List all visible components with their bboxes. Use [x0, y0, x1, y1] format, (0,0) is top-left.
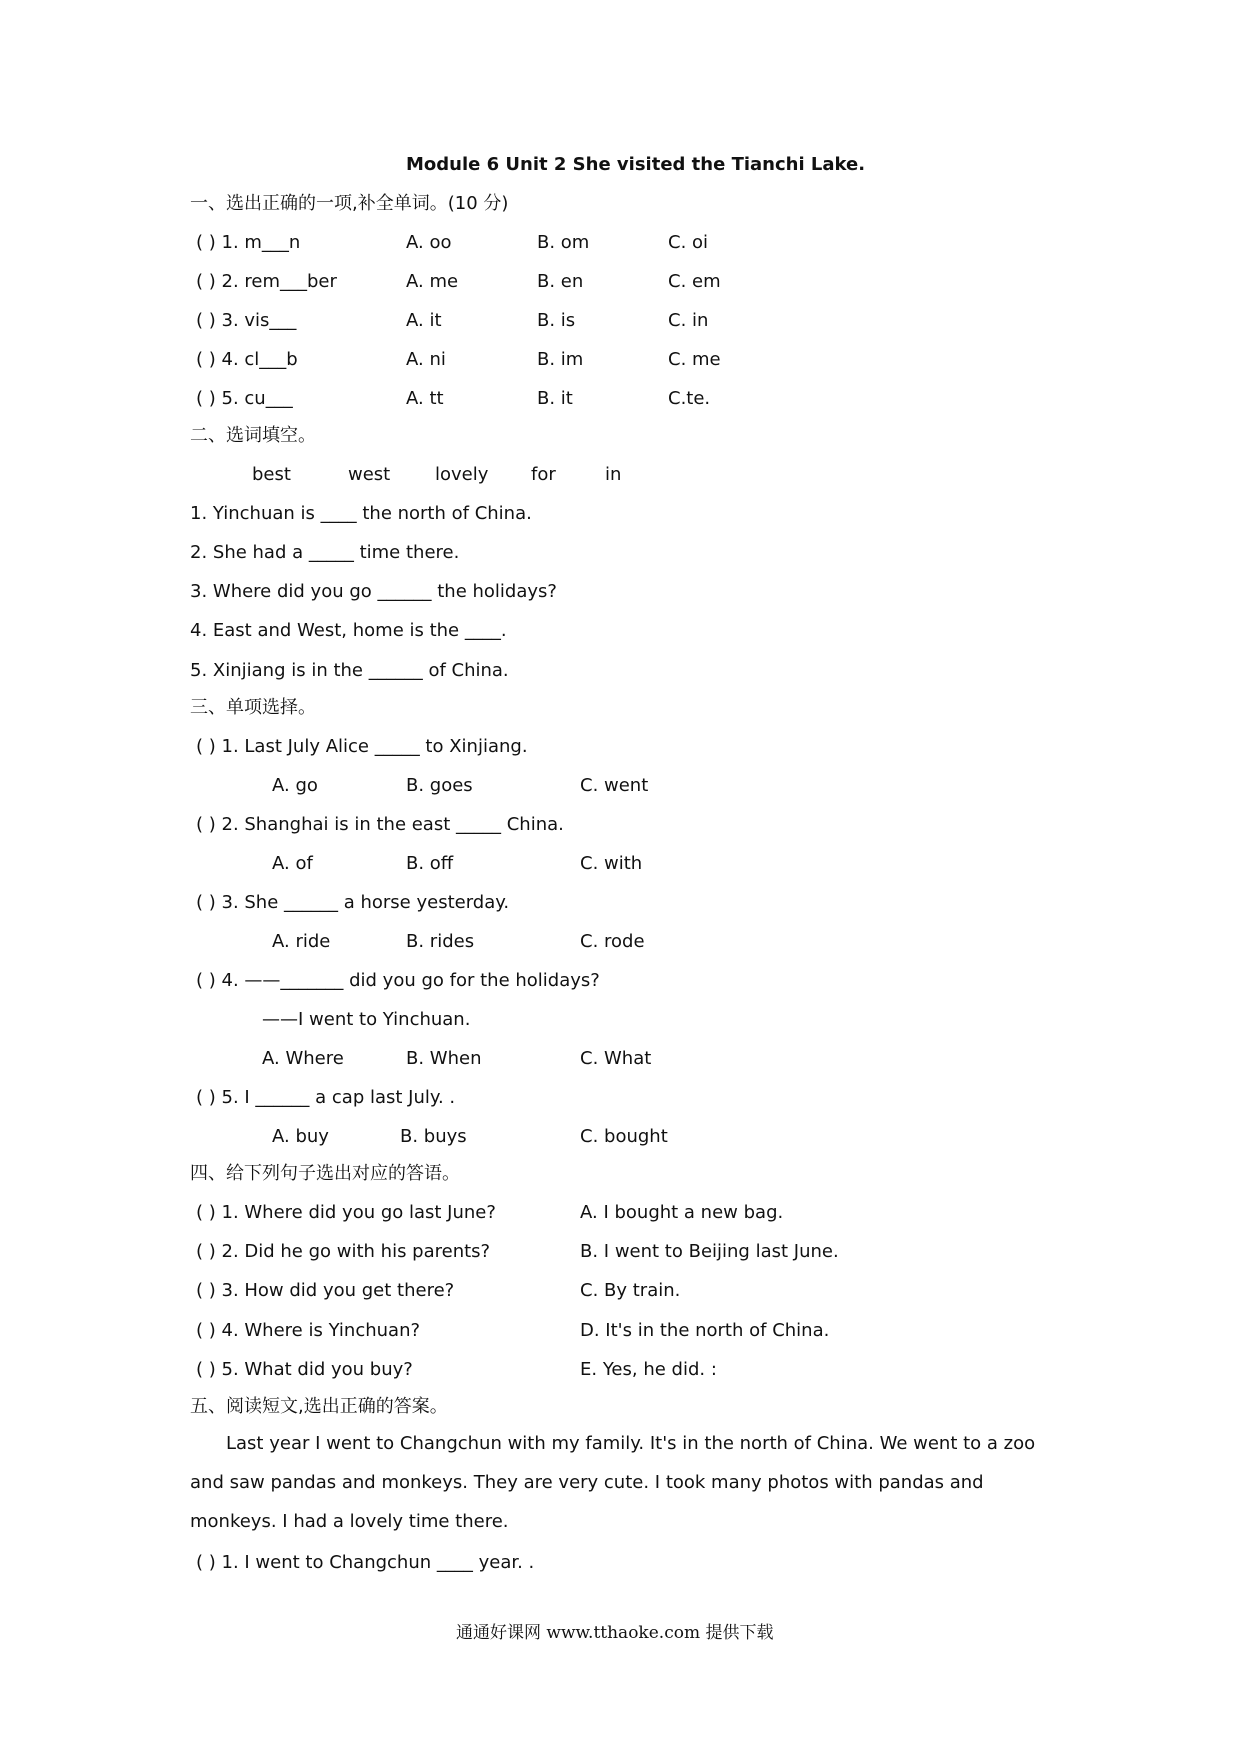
option-a: A. tt: [406, 388, 444, 409]
option-a: A. buy: [272, 1126, 329, 1147]
option-a: A. of: [272, 853, 313, 874]
fill-blank-sentence: 2. She had a _____ time there.: [190, 542, 460, 563]
match-question: ( ) 4. Where is Yinchuan?: [196, 1320, 421, 1341]
question-number: ( ) 2. rem___ber: [196, 271, 337, 292]
mc-question-reply: ——I went to Yinchuan.: [262, 1009, 471, 1030]
option-c: C. me: [668, 349, 721, 370]
option-c: C. with: [580, 853, 643, 874]
question-number: ( ) 5. cu___: [196, 388, 293, 409]
mc-question: ( ) 5. I ______ a cap last July. .: [196, 1087, 456, 1108]
option-c: C. oi: [668, 232, 709, 253]
word-bank-word: best: [252, 464, 291, 485]
reading-question: ( ) 1. I went to Changchun ____ year. .: [196, 1552, 535, 1573]
option-a: A. ride: [272, 931, 331, 952]
option-b: B. buys: [400, 1126, 467, 1147]
option-a: A. it: [406, 310, 442, 331]
match-answer: C. By train.: [580, 1280, 681, 1301]
option-a: A. oo: [406, 232, 452, 253]
section-4-heading: 四、给下列句子选出对应的答语。: [190, 1163, 460, 1184]
section-2-heading: 二、选词填空。: [190, 425, 316, 446]
option-c: C. bought: [580, 1126, 668, 1147]
option-c: C. in: [668, 310, 709, 331]
option-b: B. it: [537, 388, 573, 409]
option-b: B. goes: [406, 775, 473, 796]
option-b: B. rides: [406, 931, 475, 952]
option-c: C.te.: [668, 388, 711, 409]
question-number: ( ) 4. cl___b: [196, 349, 298, 370]
page-title: Module 6 Unit 2 She visited the Tianchi Lake.: [406, 154, 866, 175]
option-b: B. om: [537, 232, 590, 253]
question-number: ( ) 1. m___n: [196, 232, 301, 253]
mc-question: ( ) 3. She ______ a horse yesterday.: [196, 892, 510, 913]
option-a: A. me: [406, 271, 459, 292]
section-5-heading: 五、阅读短文,选出正确的答案。: [190, 1396, 448, 1417]
word-bank-word: west: [348, 464, 391, 485]
page-footer: 通通好课网 www.tthaoke.com 提供下载: [456, 1623, 774, 1643]
mc-question: ( ) 2. Shanghai is in the east _____ China.: [196, 814, 564, 835]
fill-blank-sentence: 3. Where did you go ______ the holidays?: [190, 581, 557, 602]
word-bank-word: for: [531, 464, 556, 485]
option-b: B. is: [537, 310, 576, 331]
option-c: C. went: [580, 775, 649, 796]
option-b: B. im: [537, 349, 584, 370]
option-a: A. Where: [262, 1048, 344, 1069]
match-question: ( ) 5. What did you buy?: [196, 1359, 413, 1380]
match-question: ( ) 1. Where did you go last June?: [196, 1202, 496, 1223]
match-answer: B. I went to Beijing last June.: [580, 1241, 839, 1262]
question-number: ( ) 3. vis___: [196, 310, 297, 331]
word-bank-word: lovely: [435, 464, 489, 485]
fill-blank-sentence: 5. Xinjiang is in the ______ of China.: [190, 660, 509, 681]
mc-question: ( ) 4. ——_______ did you go for the holidays?: [196, 970, 600, 991]
option-b: B. When: [406, 1048, 482, 1069]
option-c: C. rode: [580, 931, 645, 952]
fill-blank-sentence: 1. Yinchuan is ____ the north of China.: [190, 503, 532, 524]
section-1-heading: 一、选出正确的一项,补全单词。(10 分): [190, 193, 509, 214]
option-c: C. What: [580, 1048, 652, 1069]
option-a: A. go: [272, 775, 318, 796]
option-c: C. em: [668, 271, 721, 292]
word-bank-word: in: [605, 464, 622, 485]
reading-passage: Last year I went to Changchun with my family. It's in the north of China. We went to a zoo and saw pandas and monkeys. They are very cute. I took many photos with pandas and monkeys. I had a lovely time there.: [190, 1433, 1036, 1532]
match-answer: A. I bought a new bag.: [580, 1202, 784, 1223]
fill-blank-sentence: 4. East and West, home is the ____.: [190, 620, 507, 641]
match-question: ( ) 2. Did he go with his parents?: [196, 1241, 491, 1262]
option-b: B. en: [537, 271, 584, 292]
option-a: A. ni: [406, 349, 446, 370]
section-3-heading: 三、单项选择。: [190, 697, 316, 718]
match-answer: E. Yes, he did. :: [580, 1359, 717, 1380]
option-b: B. off: [406, 853, 454, 874]
mc-question: ( ) 1. Last July Alice _____ to Xinjiang.: [196, 736, 528, 757]
match-answer: D. It's in the north of China.: [580, 1320, 830, 1341]
match-question: ( ) 3. How did you get there?: [196, 1280, 455, 1301]
